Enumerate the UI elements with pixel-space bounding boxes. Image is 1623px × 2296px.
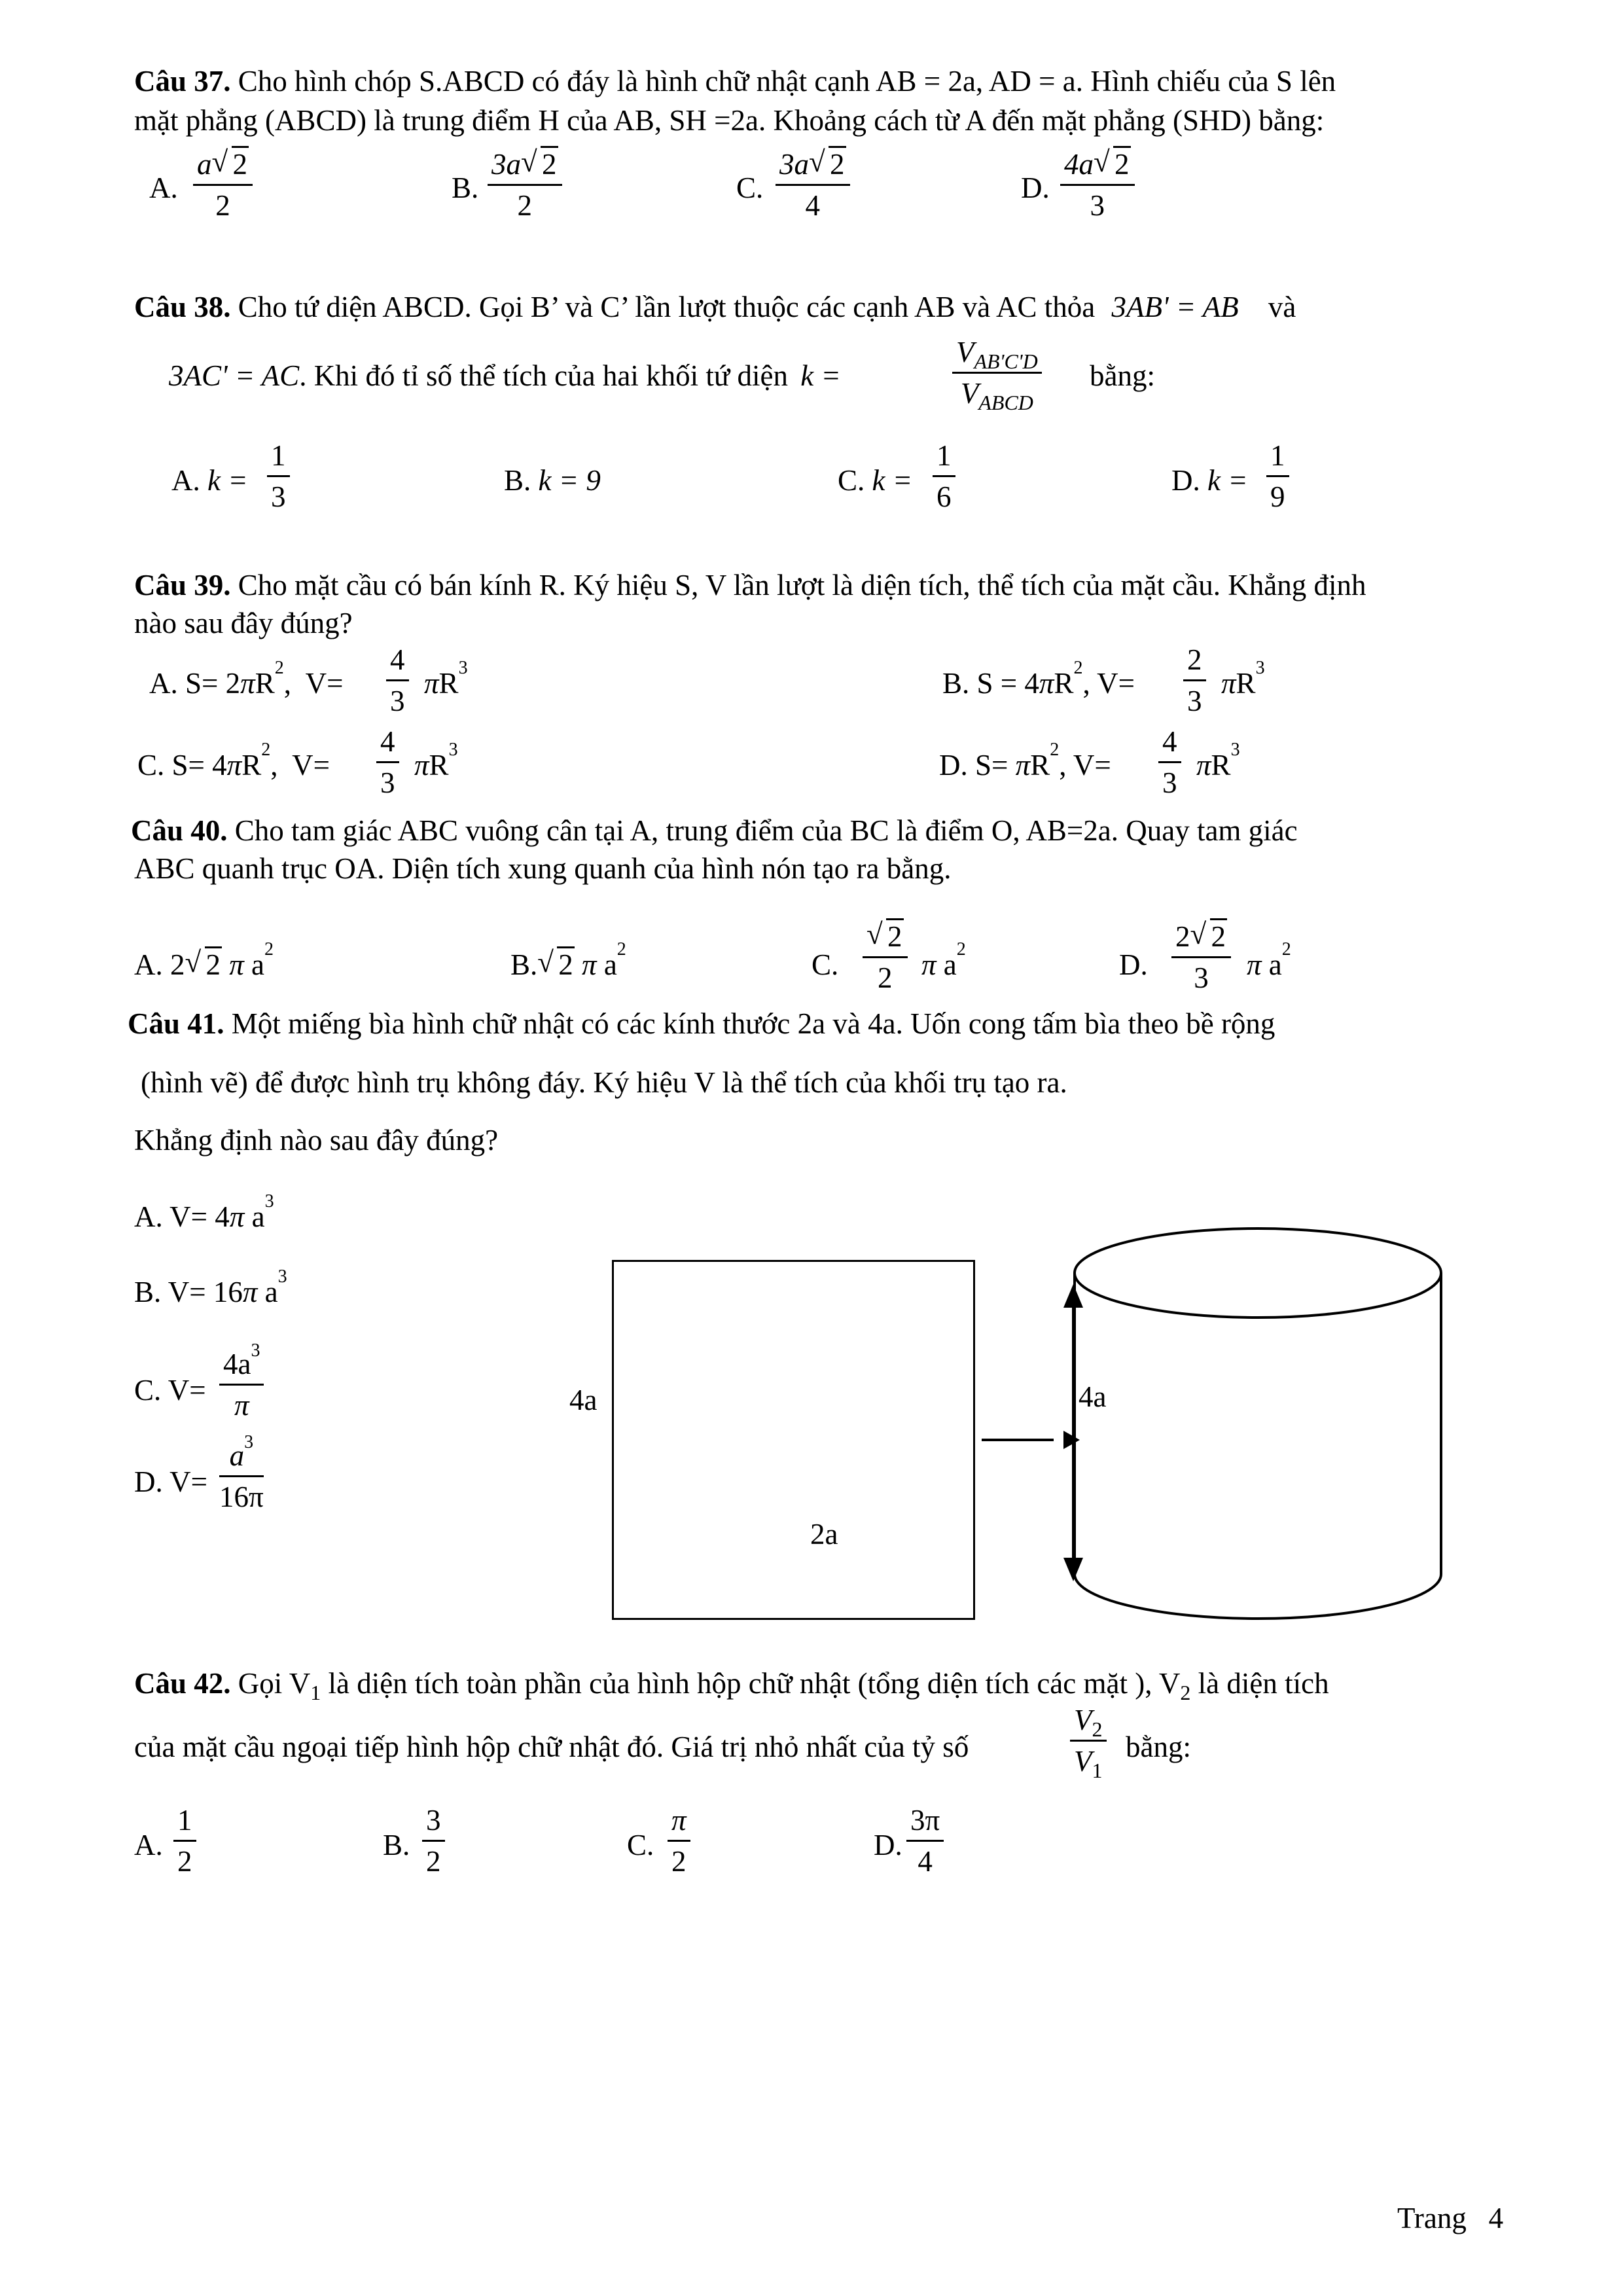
- q39-line1: Câu 39. Cho mặt cầu có bán kính R. Ký hiệu S, V lần lượt là diện tích, thể tích của mặt cầu. Khẳng định: [134, 569, 1366, 601]
- q40-option-c-fraction: √ 2 2: [863, 920, 908, 995]
- rect-width-label: 2a: [810, 1518, 838, 1551]
- q41-option-d-key: D. V=: [134, 1465, 208, 1498]
- cylinder-top-ellipse: [1075, 1229, 1441, 1318]
- page-footer: [1397, 2199, 1503, 2237]
- q41-option-b: B. V= 16π $a^3$: [134, 1266, 287, 1308]
- q37-option-a-key: A.: [149, 171, 178, 204]
- q42-line2: của mặt cầu ngoại tiếp hình hộp chữ nhật đó. Giá trị nhỏ nhất của tỷ số: [134, 1731, 969, 1763]
- q42-option-c-key: C.: [627, 1829, 654, 1861]
- height-arrowhead-bottom: [1063, 1558, 1083, 1581]
- q37-option-d-key: D.: [1021, 171, 1050, 204]
- footer-page-number: 4: [1488, 2202, 1504, 2234]
- q38-option-b: B. k = 9: [504, 464, 601, 497]
- q38-label: Câu 38.: [134, 291, 231, 323]
- q42-line1: Câu 42. Gọi $V_1$ là diện tích toàn phần của hình hộp chữ nhật (tổng diện tích các mặt ), $V_2$ là diện tích: [134, 1667, 1329, 1704]
- q42-option-d-fraction: 3π 4: [906, 1803, 944, 1878]
- height-arrowhead-top: [1063, 1284, 1083, 1308]
- q42-option-b-fraction: 3 2: [422, 1803, 445, 1878]
- q37-option-b-fraction: 3a √ 2 2: [488, 147, 562, 223]
- q38-option-a-fraction: 1 3: [267, 439, 290, 514]
- q38-option-c: C. k =: [838, 464, 913, 497]
- q38-option-a: A. k =: [171, 464, 248, 497]
- q39-option-b: B. $S = 4\pi R^2$, V=: [942, 658, 1135, 700]
- q39-line2: nào sau đây đúng?: [134, 607, 353, 639]
- q42-option-c-fraction: π 2: [668, 1803, 690, 1878]
- q41-option-c-fraction: $4a^3$ π: [219, 1347, 264, 1422]
- q37-option-b-key: B.: [452, 171, 479, 204]
- q37-option-c-key: C.: [736, 171, 764, 204]
- q42-tail: bằng:: [1126, 1731, 1191, 1763]
- q38-option-d-fraction: 1 9: [1266, 439, 1289, 514]
- q37-line1: Câu 37. Cho hình chóp S.ABCD có đáy là hình chữ nhật cạnh AB = 2a, AD = a. Hình chiếu của S lên: [134, 65, 1336, 98]
- q38-condition-1: 3AB' = AB: [1111, 291, 1239, 323]
- q37-option-c-fraction: 3a √ 2 4: [776, 147, 850, 223]
- q39-option-d-fraction: 4 3: [1158, 725, 1181, 800]
- q40-option-d-key: D.: [1119, 948, 1148, 981]
- q40-option-d-fraction: 2 √ 2 3: [1171, 920, 1231, 995]
- transform-arrowhead: [1063, 1431, 1080, 1449]
- q39-option-c: C. $S= 4\pi R^2$, V=: [137, 740, 330, 781]
- q40-line1: Câu 40. Cho tam giác ABC vuông cân tại A, trung điểm của BC là điểm O, AB=2a. Quay tam giác: [131, 814, 1298, 847]
- q38-option-c-fraction: 1 6: [933, 439, 955, 514]
- q40-option-c-key: C.: [812, 948, 839, 981]
- q41-line2: (hình vẽ) để được hình trụ không đáy. Ký hiệu V là thể tích của khối trụ tạo ra.: [141, 1066, 1067, 1099]
- q42-option-d-key: D.: [874, 1829, 902, 1861]
- q42-option-b-key: B.: [383, 1829, 410, 1861]
- q42-option-a-key: A.: [134, 1829, 163, 1861]
- q40-line2: ABC quanh trục OA. Diện tích xung quanh của hình nón tạo ra bằng.: [134, 852, 952, 885]
- q41-option-a: A. V= 4π $a^3$: [134, 1191, 274, 1233]
- q37-label: Câu 37.: [134, 65, 231, 98]
- footer-trang: Trang: [1397, 2202, 1467, 2234]
- q38-volume-ratio: $V_{AB'C'D}$ $V_{ABCD}$: [952, 335, 1042, 410]
- q40-option-b: B. √ 2 π $a^2$: [510, 939, 626, 981]
- q41-option-c-key: C. V=: [134, 1374, 206, 1407]
- rect-height-label: 4a: [569, 1384, 597, 1416]
- q40-label: Câu 40.: [131, 814, 228, 847]
- q42-ratio-fraction: $V_2$ $V_1$: [1070, 1703, 1107, 1778]
- q40-option-a: A. 2 √ 2 π $a^2$: [134, 939, 274, 981]
- q38-line1: Câu 38. Cho tứ diện ABCD. Gọi B’ và C’ lần lượt thuộc các cạnh AB và AC thỏa 3AB' = AB và: [134, 291, 1296, 323]
- q38-tail: bằng:: [1090, 359, 1155, 392]
- q37-option-a-fraction: a √ 2 2: [193, 147, 253, 223]
- q39-option-b-fraction: 2 3: [1183, 643, 1206, 718]
- q38-option-d: D. k =: [1171, 464, 1248, 497]
- q38-condition-2: 3AC' = AC: [169, 359, 300, 392]
- q39-option-a: A. $S= 2\pi R^2$, V=: [149, 658, 344, 700]
- q41-line3: Khẳng định nào sau đây đúng?: [134, 1124, 499, 1157]
- q37-option-d-fraction: 4a √ 2 3: [1060, 147, 1135, 223]
- q39-option-d: D. $S= \pi R^2$, V=: [939, 740, 1111, 781]
- q41-line1: Câu 41. Một miếng bìa hình chữ nhật có các kính thước 2a và 4a. Uốn cong tấm bìa theo bề rộng: [128, 1007, 1275, 1040]
- cylinder-height-label: 4a: [1079, 1380, 1107, 1413]
- q41-option-d-fraction: $a^3$ 16π: [219, 1432, 264, 1513]
- q42-option-a-fraction: 1 2: [173, 1803, 196, 1878]
- cylinder-bottom-arc: [1075, 1574, 1441, 1619]
- q37-line2: mặt phẳng (ABCD) là trung điểm H của AB, SH =2a. Khoảng cách từ A đến mặt phẳng (SHD) bằng:: [134, 104, 1325, 137]
- q39-label: Câu 39.: [134, 569, 231, 601]
- q38-line2: 3AC' = AC. Khi đó tỉ số thể tích của hai khối tứ diện k =: [169, 359, 841, 392]
- q42-label: Câu 42.: [134, 1667, 231, 1700]
- q39-option-c-fraction: 4 3: [376, 725, 399, 800]
- q41-label: Câu 41.: [128, 1007, 224, 1040]
- q39-option-a-fraction: 4 3: [386, 643, 409, 718]
- q38-k-equals: k =: [800, 359, 841, 392]
